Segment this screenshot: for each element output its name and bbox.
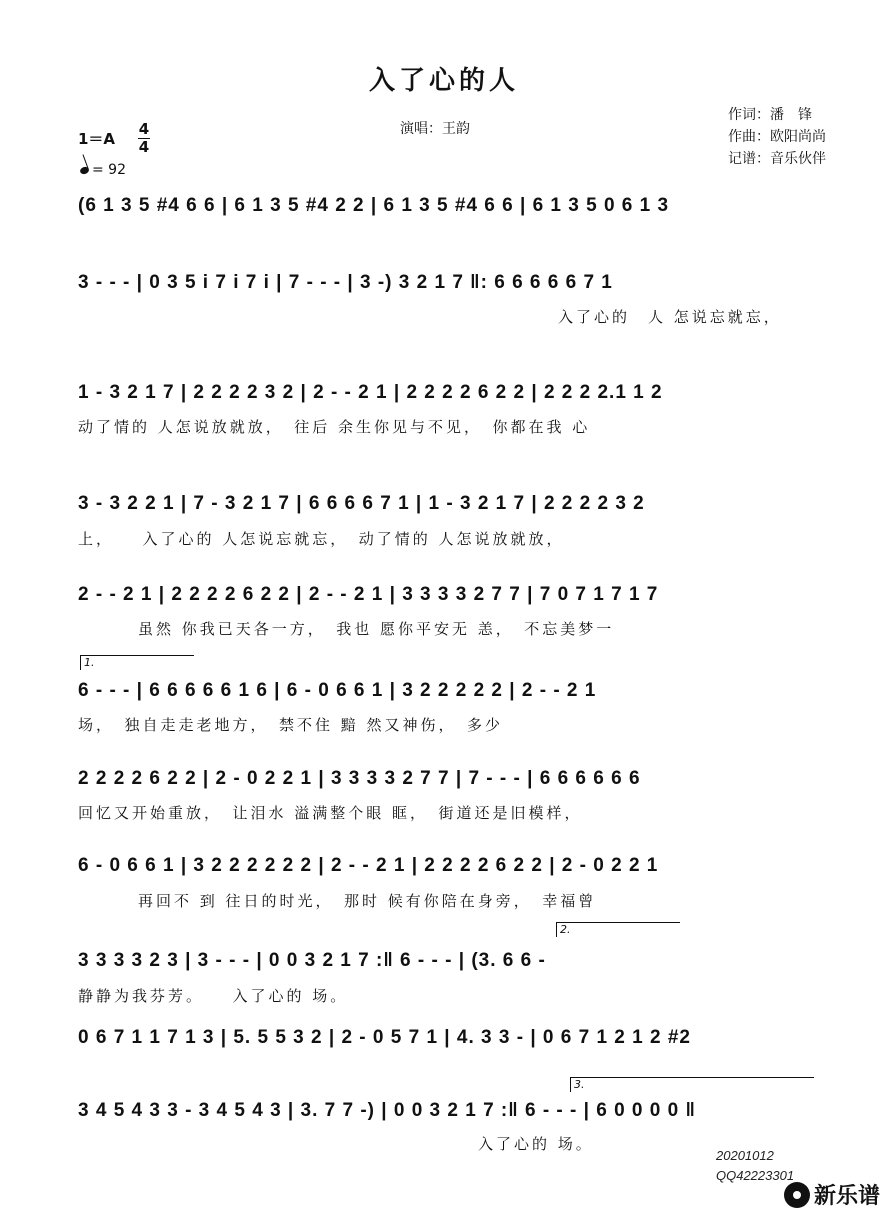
score-system-4: 3 - 3 2 2 1 | 7 - 3 2 1 7 | 6 6 6 6 7 1 | 1 - 3 2 1 7 | 2 2 2 2 3 2	[78, 493, 645, 514]
lyric-line-11: 入了心的 场。	[478, 1135, 594, 1153]
logo-text: 新乐谱	[813, 1184, 880, 1209]
score-system-8: 6 - 0 6 6 1 | 3 2 2 2 2 2 2 | 2 - - 2 1 | 2 2 2 2 6 2 2 | 2 - 0 2 2 1	[78, 855, 659, 876]
lyric-line-6: 场， 独自走走老地方， 禁不住 黯 然又神伤， 多少	[78, 716, 504, 734]
lyric-line-4: 上， 入了心的 人怎说忘就忘， 动了情的 人怎说放就放，	[78, 530, 565, 548]
score-system-6: 6 - - - | 6 6 6 6 6 1 6 | 6 - 0 6 6 1 | 3 2 2 2 2 2 | 2 - - 2 1	[78, 680, 597, 701]
sheet-title: 入了心的人	[368, 66, 519, 96]
time-signature	[138, 122, 150, 155]
logo-mark-icon	[784, 1182, 810, 1208]
composer-credit: 作曲：欧阳尚尚	[728, 129, 826, 145]
score-system-2: 3 - - - | 0 3 5 i 7 i 7 i | 7 - - - | 3 -) 3 2 1 7 ‖: 6 6 6 6 6 7 1	[78, 272, 613, 293]
lyric-line-2: 入了心的 人 怎说忘就忘，	[558, 308, 782, 326]
lyric-line-5: 虽然 你我已天各一方， 我也 愿你平安无 恙， 不忘美梦一	[138, 620, 615, 638]
volta-1: 1.	[80, 655, 194, 670]
qq-stamp: QQ42223301	[716, 1168, 795, 1183]
lyricist-credit: 作词：潘 锋	[728, 107, 812, 123]
tempo-value: = 92	[92, 162, 126, 178]
transcriber-credit: 记谱：音乐伙伴	[728, 151, 826, 167]
score-system-11: 3 4 5 4 3 3 - 3 4 5 4 3 | 3. 7 7 -) | 0 0 3 2 1 7 :‖ 6 - - - | 6 0 0 0 0 ‖	[78, 1100, 696, 1121]
lyric-line-8: 再回不 到 往日的时光， 那时 候有你陪在身旁， 幸福曾	[138, 892, 597, 910]
score-system-5: 2 - - 2 1 | 2 2 2 2 6 2 2 | 2 - - 2 1 | 3 3 3 3 2 7 7 | 7 0 7 1 7 1 7	[78, 584, 659, 605]
volta-3: 3.	[570, 1077, 814, 1092]
score-system-9: 3 3 3 3 2 3 | 3 - - - | 0 0 3 2 1 7 :‖ 6 - - - | (3. 6 6 -	[78, 950, 546, 971]
score-system-10: 0 6 7 1 1 7 1 3 | 5. 5 5 3 2 | 2 - 0 5 7 1 | 4. 3 3 - | 0 6 7 1 2 1 2 #2	[78, 1027, 691, 1048]
score-system-1: (6 1 3 5 #4 6 6 | 6 1 3 5 #4 2 2 | 6 1 3 5 #4 6 6 | 6 1 3 5 0 6 1 3	[78, 195, 670, 216]
score-system-3: 1 - 3 2 1 7 | 2 2 2 2 3 2 | 2 - - 2 1 | 2 2 2 2 6 2 2 | 2 2 2 2.1 1 2	[78, 382, 663, 403]
lyric-line-7: 回忆又开始重放， 让泪水 溢满整个眼 眶， 街道还是旧模样，	[78, 804, 583, 822]
site-logo	[784, 1179, 880, 1210]
time-signature-top: 4	[138, 120, 150, 138]
quarter-note-icon	[79, 166, 90, 176]
tempo-marking	[80, 162, 126, 178]
key-signature: 1＝A	[78, 130, 116, 148]
singer-credit: 演唱：王韵	[400, 121, 470, 137]
volta-2: 2.	[556, 922, 680, 937]
score-system-7: 2 2 2 2 6 2 2 | 2 - 0 2 2 1 | 3 3 3 3 2 7 7 | 7 - - - | 6 6 6 6 6 6	[78, 768, 641, 789]
credits-block	[728, 104, 826, 170]
lyric-line-9: 静静为我芬芳。 入了心的 场。	[78, 987, 349, 1005]
lyric-line-3: 动了情的 人怎说放就放， 往后 余生你见与不见， 你都在我 心	[78, 418, 591, 436]
time-signature-bottom: 4	[138, 138, 150, 156]
date-stamp: 20201012	[716, 1148, 774, 1163]
